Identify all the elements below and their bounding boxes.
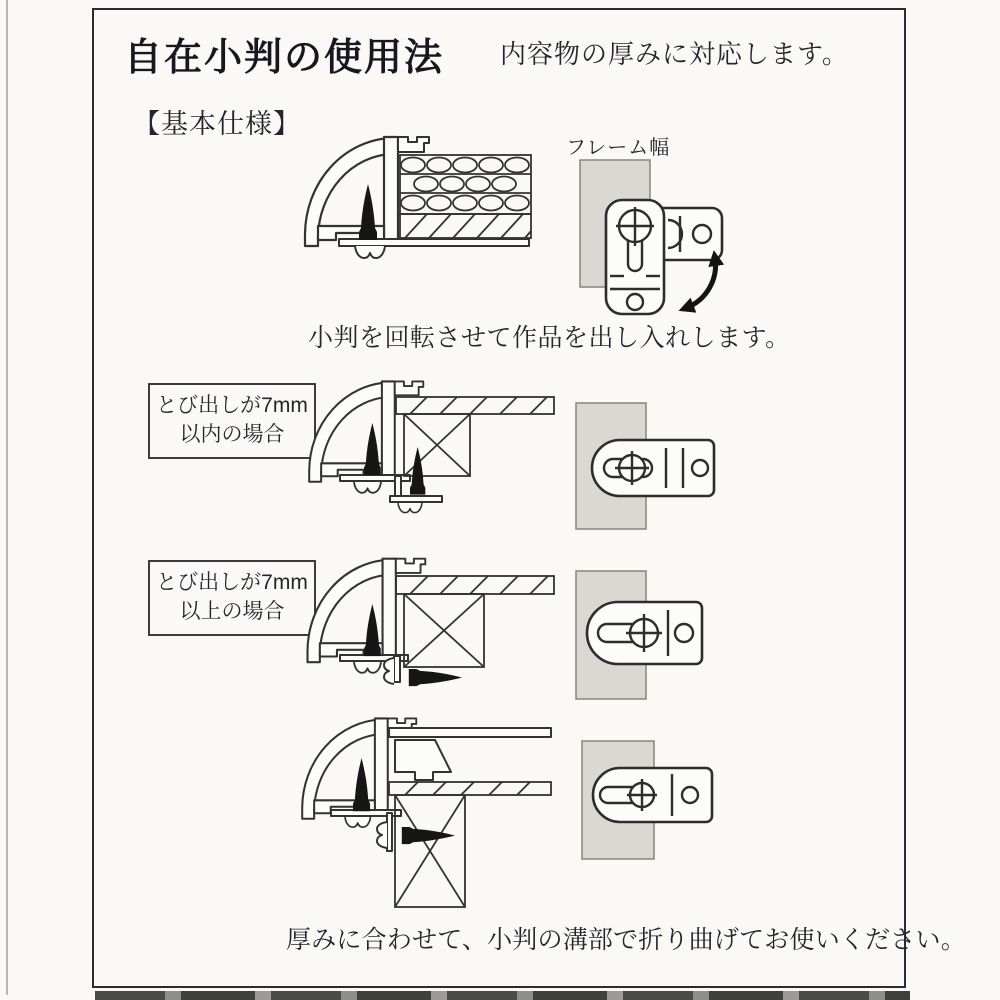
hatched-panel [389, 782, 551, 795]
hatched-panel [396, 576, 554, 594]
case-within-7mm-label: とび出しが7mm 以内の場合 [148, 383, 316, 459]
hatched-panel [396, 397, 554, 414]
screw-icon [410, 447, 425, 495]
backing-plate [339, 239, 529, 246]
screw-icon [364, 423, 381, 475]
clip-folded [593, 768, 712, 822]
clip-unbent [592, 440, 714, 496]
diagram-frame-cross-section-within7mm [300, 373, 560, 518]
diagram-clip-rotation [552, 156, 737, 326]
diagram-frame-cross-section-over7mm [298, 550, 560, 700]
screw-horizontal-icon [402, 827, 455, 844]
screw-icon [359, 184, 377, 240]
spacer-profile [395, 740, 451, 780]
glass-panel [389, 728, 551, 737]
diagram-clip-flat [556, 396, 736, 538]
scan-edge-line [6, 0, 8, 995]
clip-vertical-position [606, 200, 664, 314]
bend-caption: 厚みに合わせて、小判の溝部で折り曲げてお使いください。 [286, 926, 966, 954]
clip-bracket [395, 476, 401, 496]
screw-head-scallop [355, 246, 385, 258]
frame-width-label: フレーム幅 [566, 137, 671, 159]
screw-icon [364, 604, 381, 656]
diagram-clip-folded-once [556, 566, 736, 708]
content-box [404, 594, 484, 667]
hatched-backboard [400, 214, 531, 238]
diagram-frame-cross-section-thick [293, 710, 558, 915]
clip-bent-down [394, 656, 400, 682]
content-box-tall [395, 795, 465, 907]
clip-extension [387, 813, 392, 851]
bubble-wrap-contents [400, 155, 531, 214]
screw-icon [353, 758, 370, 811]
page-title: 自在小判の使用法 [124, 37, 445, 79]
screw-horizontal-icon [409, 669, 462, 686]
rotate-caption: 小判を回転させて作品を出し入れします。 [308, 324, 791, 352]
rotation-arrow-icon [686, 258, 716, 308]
page-subtitle: 内容物の厚みに対応します。 [500, 39, 849, 69]
diagram-clip-folded-thick [560, 736, 740, 864]
next-panel-edge [95, 991, 910, 1000]
diagram-frame-cross-section-basic [293, 124, 543, 274]
basic-spec-heading: 【基本仕様】 [133, 109, 301, 139]
clip-folded [587, 602, 702, 664]
case-over-7mm-label: とび出しが7mm 以上の場合 [148, 560, 316, 636]
